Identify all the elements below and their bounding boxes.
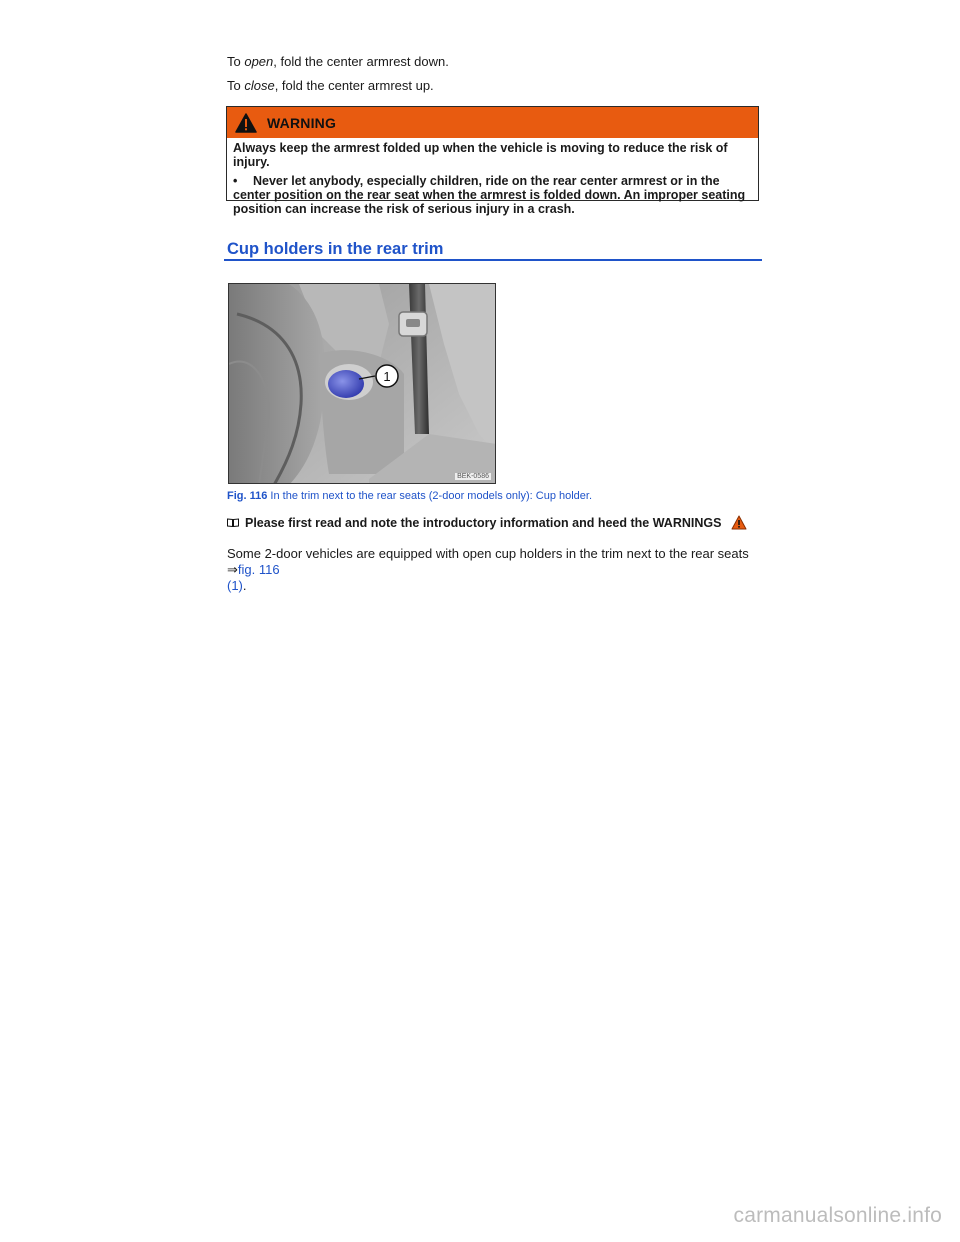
- section-title: Cup holders in the rear trim: [227, 240, 444, 258]
- bullet-glyph: •: [233, 174, 238, 188]
- instruction-open: To open, fold the center armrest down.: [227, 54, 449, 69]
- figure-caption: Fig. 116 In the trim next to the rear seats (2-door models only): Cup holder.: [227, 490, 593, 502]
- figure-link[interactable]: fig. 116: [237, 562, 280, 577]
- figure-code: BEK-0586: [457, 473, 489, 480]
- warning-title: WARNING: [267, 114, 337, 131]
- warning-box: [226, 106, 759, 216]
- warning-line: Always keep the armrest folded up when the vehicle is moving to reduce the risk of injury.: [233, 141, 728, 169]
- figure-callout-1: 1: [383, 369, 391, 384]
- callout-link[interactable]: (1): [227, 578, 243, 593]
- site-watermark: carmanualsonline.info: [733, 1204, 942, 1227]
- warning-triangle-icon: [235, 113, 257, 133]
- figure-cup-holder: [228, 283, 496, 484]
- section-rule: [224, 259, 762, 261]
- warning-body: [227, 138, 758, 216]
- warning-icon[interactable]: [731, 515, 747, 530]
- warning-header: [227, 107, 758, 138]
- figure-label: Fig. 116: [227, 490, 268, 502]
- book-icon: [227, 518, 239, 527]
- warning-bullet-item: • Never let anybody, especially children, ride on the rear center armrest or in the center position on the rear seat when the armrest is folded down. An improper seating position can increase the risk of serious injury in a crash.: [233, 174, 746, 216]
- instruction-close: To close, fold the center armrest up.: [227, 78, 434, 93]
- cup-holder-illustration: [229, 284, 496, 484]
- read-note: Please first read and note the introductory information and heed the WARNINGS: [227, 515, 747, 530]
- cup-holder-description: Some 2-door vehicles are equipped with open cup holders in the trim next to the rear seats ⇒fig. 116 (1).: [227, 546, 749, 593]
